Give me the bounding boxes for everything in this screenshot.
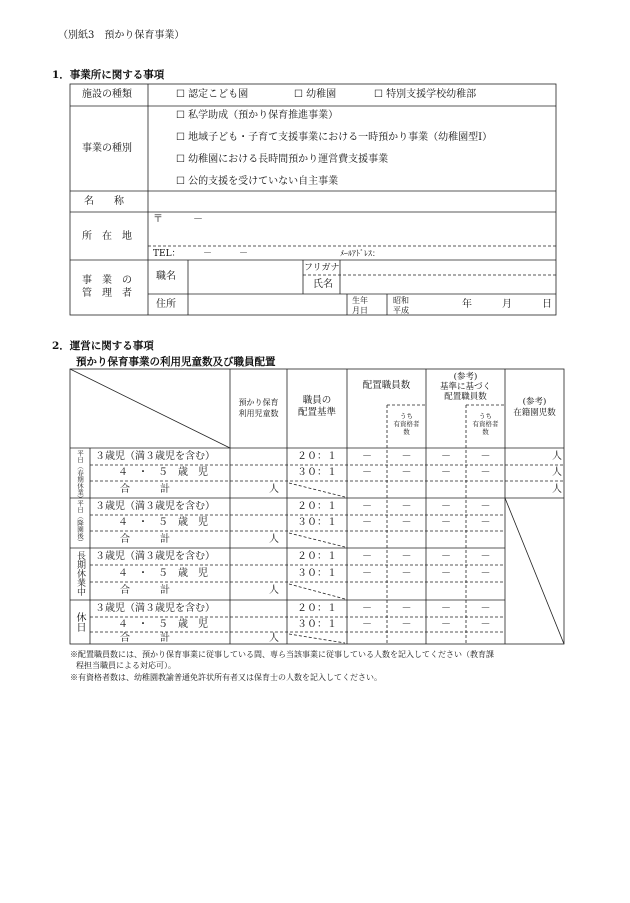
- dash: －: [441, 467, 451, 478]
- row-label-3yo: ３歳児（満３歳児を含む）: [95, 603, 215, 614]
- unit-person: 人: [552, 451, 562, 462]
- dash: －: [441, 568, 451, 579]
- business-option-longhour[interactable]: ☐ 幼稚園における長時間預かり運営費支援事業: [176, 154, 389, 165]
- note-1-cont: 程担当職員による対応可）。: [76, 661, 176, 670]
- row-label-total: 合 計: [120, 633, 170, 644]
- section2-subheading: 預かり保育事業の利用児童数及び職員配置: [76, 356, 276, 368]
- dash: －: [362, 501, 372, 512]
- unit-person: 人: [269, 484, 279, 495]
- row-label-4-5yo: ４ ・ ５ 歳 児: [118, 467, 208, 478]
- dash: －: [401, 517, 412, 528]
- business-option-independent[interactable]: ☐ 公的支援を受けていない自主事業: [176, 176, 339, 187]
- facility-option-kindergarten[interactable]: ☐ 幼稚園: [294, 89, 337, 100]
- header-children: 預かり保育 利用児童数: [238, 398, 279, 418]
- dash: －: [401, 603, 412, 614]
- birth-ymd[interactable]: 年 月 日: [462, 299, 552, 310]
- row-label-total: 合 計: [120, 534, 170, 545]
- header-staff: 配置職員数: [362, 380, 411, 391]
- ratio-4-5yo: ３０：１: [297, 517, 337, 528]
- manager-label: 事 業 の 管 理 者: [82, 275, 132, 299]
- dash: －: [362, 619, 372, 630]
- tel-field[interactable]: TEL： － －: [153, 249, 249, 259]
- dash: －: [441, 619, 451, 630]
- page-title: （別紙3 預かり保育事業）: [58, 30, 185, 41]
- furigana-label: フリガナ: [304, 263, 340, 273]
- business-option-regional[interactable]: ☐ 地域子ども・子育て支援事業における一時預かり事業（幼稚園型Ⅰ）: [176, 132, 493, 143]
- ratio-3yo: ２０：１: [297, 451, 337, 462]
- group-label-weekday-after: 平日（降園後）: [76, 500, 84, 546]
- note-2: ※有資格者数は、幼稚園教諭普通免許状所有者又は保育士の人数を記入してください。: [70, 673, 382, 682]
- unit-person: 人: [269, 534, 279, 545]
- dash: －: [401, 467, 412, 478]
- manager-name-label: 氏名: [313, 279, 333, 290]
- row-label-3yo: ３歳児（満３歳児を含む）: [95, 451, 215, 462]
- header-ref-staff: (参考) 基準に基づく 配置職員数: [439, 372, 491, 402]
- unit-person: 人: [552, 467, 562, 478]
- header-enrolled: (参考) 在籍園児数: [513, 397, 556, 418]
- row-label-4-5yo: ４ ・ ５ 歳 児: [118, 568, 208, 579]
- ratio-3yo: ２０：１: [297, 551, 337, 562]
- section2-heading: 2．運営に関する事項: [52, 340, 154, 352]
- ratio-3yo: ２０：１: [297, 603, 337, 614]
- facility-option-special-school[interactable]: ☐ 特別支援学校幼稚部: [374, 89, 477, 100]
- dash: －: [362, 517, 372, 528]
- ratio-4-5yo: ３０：１: [297, 467, 337, 478]
- dash: －: [441, 603, 451, 614]
- dash: －: [441, 451, 451, 462]
- dash: －: [362, 451, 372, 462]
- ratio-3yo: ２０：１: [297, 501, 337, 512]
- dash: －: [362, 467, 372, 478]
- dash: －: [362, 568, 372, 579]
- dash: －: [480, 517, 491, 528]
- postal-code[interactable]: 〒 －: [153, 214, 203, 225]
- row-label-total: 合 計: [120, 585, 170, 596]
- dash: －: [480, 451, 491, 462]
- dash: －: [480, 467, 491, 478]
- header-standard: 職員の 配置基準: [297, 395, 336, 418]
- dash: －: [401, 619, 412, 630]
- row-label-3yo: ３歳児（満３歳児を含む）: [95, 501, 215, 512]
- era-label: 昭和 平成: [393, 296, 409, 315]
- header-of-which-1: うち 有資格者 数: [393, 412, 420, 436]
- name-label: 名 称: [84, 196, 124, 207]
- address-label: 所 在 地: [82, 231, 132, 242]
- dash: －: [480, 619, 491, 630]
- unit-person: 人: [269, 585, 279, 596]
- mail-field[interactable]: ﾒｰﾙｱﾄﾞﾚｽ：: [340, 249, 380, 258]
- business-option-subsidy[interactable]: ☐ 私学助成（預かり保育推進事業）: [176, 110, 339, 121]
- dash: －: [401, 501, 412, 512]
- dash: －: [441, 501, 451, 512]
- group-label-long-holiday: 長期休業中: [75, 551, 85, 596]
- dash: －: [441, 551, 451, 562]
- dash: －: [480, 603, 491, 614]
- business-type-label: 事業の種別: [82, 143, 132, 154]
- dash: －: [480, 501, 491, 512]
- dash: －: [480, 568, 491, 579]
- row-label-4-5yo: ４ ・ ５ 歳 児: [118, 619, 208, 630]
- row-label-total: 合 計: [120, 484, 170, 495]
- facility-option-nintei[interactable]: ☐ 認定こども園: [176, 89, 249, 100]
- dash: －: [401, 551, 412, 562]
- dash: －: [362, 603, 372, 614]
- dash: －: [401, 568, 412, 579]
- dash: －: [441, 517, 451, 528]
- note-1: ※配置職員数には、預かり保育事業に従事している間、専ら当該事業に従事している人数を記入してください（教育課: [70, 650, 494, 659]
- dash: －: [362, 551, 372, 562]
- row-label-4-5yo: ４ ・ ５ 歳 児: [118, 517, 208, 528]
- section1-heading: 1．事業所に関する事項: [52, 69, 165, 81]
- dash: －: [401, 451, 412, 462]
- manager-address-label: 住所: [156, 299, 176, 310]
- facility-type-label: 施設の種類: [82, 89, 132, 100]
- ratio-4-5yo: ３０：１: [297, 568, 337, 579]
- unit-person: 人: [269, 633, 279, 644]
- ratio-4-5yo: ３０：１: [297, 619, 337, 630]
- group-label-weekday-spring: 平日（春期休業）: [76, 450, 84, 502]
- row-label-3yo: ３歳児（満３歳児を含む）: [95, 551, 215, 562]
- unit-person: 人: [552, 484, 562, 495]
- header-of-which-2: うち 有資格者 数: [472, 412, 499, 436]
- dash: －: [480, 551, 491, 562]
- birth-label: 生年 月日: [352, 296, 368, 315]
- group-label-holiday: 休日: [74, 612, 85, 632]
- manager-title-label: 職名: [156, 271, 176, 282]
